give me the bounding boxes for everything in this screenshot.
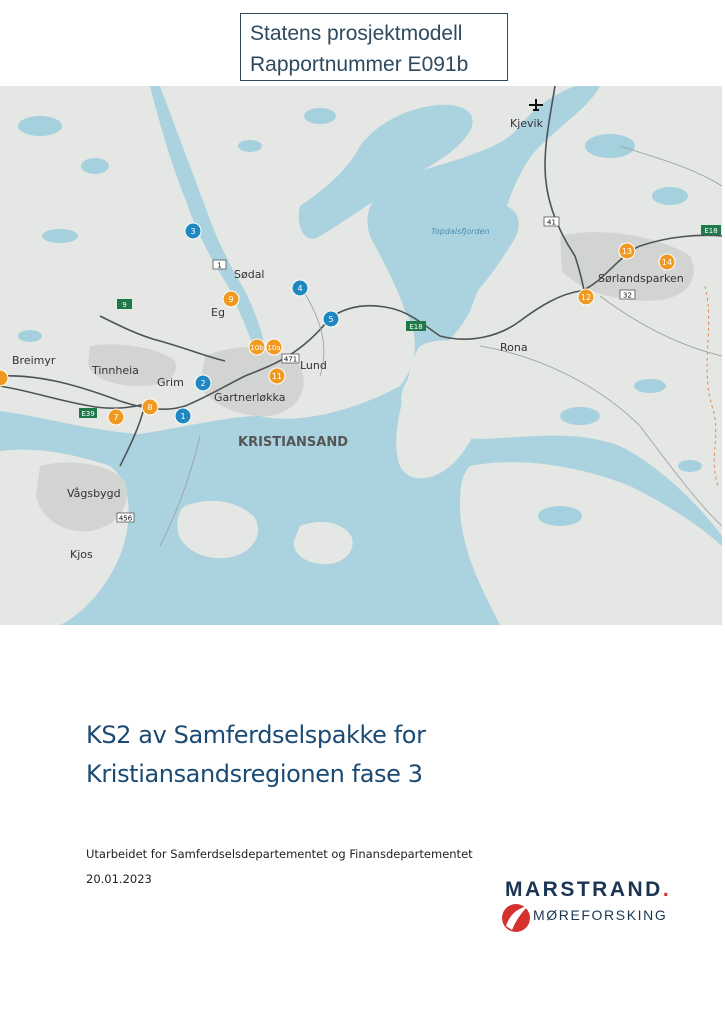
svg-text:2: 2 (200, 379, 206, 388)
svg-text:10a: 10a (267, 344, 281, 352)
moreforsking-logo-text: MØREFORSKING (533, 907, 668, 923)
svg-text:14: 14 (661, 258, 673, 267)
svg-text:8: 8 (147, 403, 153, 412)
place-eg: Eg (211, 306, 225, 319)
prepared-for-text: Utarbeidet for Samferdselsdepartementet og Finansdepartementet (86, 847, 473, 861)
svg-text:1: 1 (180, 412, 186, 421)
shield-e18-b (701, 225, 721, 235)
place-lund: Lund (300, 359, 327, 372)
svg-text:13: 13 (621, 247, 633, 256)
shield-r456 (117, 513, 134, 523)
svg-text:12: 12 (580, 293, 592, 302)
project-marker-2 (195, 375, 211, 391)
fjord-topdal (399, 203, 519, 321)
shield-r41 (544, 217, 559, 227)
project-marker-3 (185, 223, 201, 239)
title-line-2: Kristiansandsregionen fase 3 (86, 760, 423, 788)
svg-text:E18: E18 (409, 323, 423, 331)
report-number-box (240, 13, 508, 81)
place-grim: Grim (157, 376, 184, 389)
shield-r1 (213, 260, 226, 270)
place-topdalsfjorden: Topdalsfjorden (431, 227, 490, 236)
project-marker-10a (266, 339, 282, 355)
report-number-label: Rapportnummer E091b (250, 53, 469, 76)
svg-text:41: 41 (547, 218, 556, 227)
project-marker-9 (223, 291, 239, 307)
svg-text:10b: 10b (250, 344, 264, 352)
cover-map (0, 86, 722, 625)
project-marker-13 (619, 243, 635, 259)
shield-r471 (282, 354, 299, 364)
place-gartnerlokka: Gartnerløkka (214, 391, 286, 404)
place-breimyr: Breimyr (12, 354, 56, 367)
project-marker-partial (0, 370, 8, 386)
svg-text:9: 9 (122, 301, 127, 309)
project-marker-12 (578, 289, 594, 305)
moreforsking-emblem-icon (500, 900, 532, 934)
svg-text:5: 5 (328, 315, 334, 324)
svg-text:4: 4 (297, 284, 303, 293)
svg-text:1: 1 (217, 261, 222, 270)
project-marker-11 (269, 368, 285, 384)
svg-text:456: 456 (118, 514, 133, 523)
svg-text:E18: E18 (704, 227, 718, 235)
shield-r9 (117, 299, 132, 309)
document-date: 20.01.2023 (86, 872, 152, 886)
place-tinnheia: Tinnheia (92, 364, 139, 377)
project-marker-1 (175, 408, 191, 424)
svg-text:11: 11 (271, 372, 283, 381)
river-otra (150, 86, 265, 351)
svg-text:9: 9 (228, 295, 234, 304)
shield-r32 (620, 290, 635, 300)
place-rona: Rona (500, 341, 528, 354)
svg-text:7: 7 (113, 413, 119, 422)
place-sodal: Sødal (234, 268, 265, 281)
place-sorlandsparken: Sørlandsparken (598, 272, 684, 285)
shield-e18-a (406, 321, 426, 331)
marstrand-logo-text: MARSTRAND (505, 878, 663, 901)
land-southeast (460, 462, 722, 625)
place-vagsbygd: Vågsbygd (67, 487, 121, 500)
marstrand-logo: MARSTRAND. (505, 878, 672, 901)
shield-e39 (79, 408, 97, 418)
place-kjos: Kjos (70, 548, 93, 561)
island-mid (294, 522, 353, 564)
title-line-1: KS2 av Samferdselspakke for (86, 721, 426, 749)
municipal-border (705, 286, 718, 486)
document-title (86, 716, 426, 794)
project-marker-7 (108, 409, 124, 425)
moreforsking-logo (500, 900, 670, 934)
project-marker-4 (292, 280, 308, 296)
svg-text:32: 32 (623, 291, 632, 300)
project-marker-5 (323, 311, 339, 327)
project-marker-8 (142, 399, 158, 415)
project-marker-10b (249, 339, 265, 355)
svg-text:471: 471 (283, 355, 298, 364)
place-kjevik: Kjevik (510, 117, 543, 130)
place-kristiansand: KRISTIANSAND (238, 435, 349, 450)
svg-text:3: 3 (190, 227, 196, 236)
project-marker-14 (659, 254, 675, 270)
report-model-label: Statens prosjektmodell (250, 22, 463, 45)
svg-text:E39: E39 (81, 410, 95, 418)
